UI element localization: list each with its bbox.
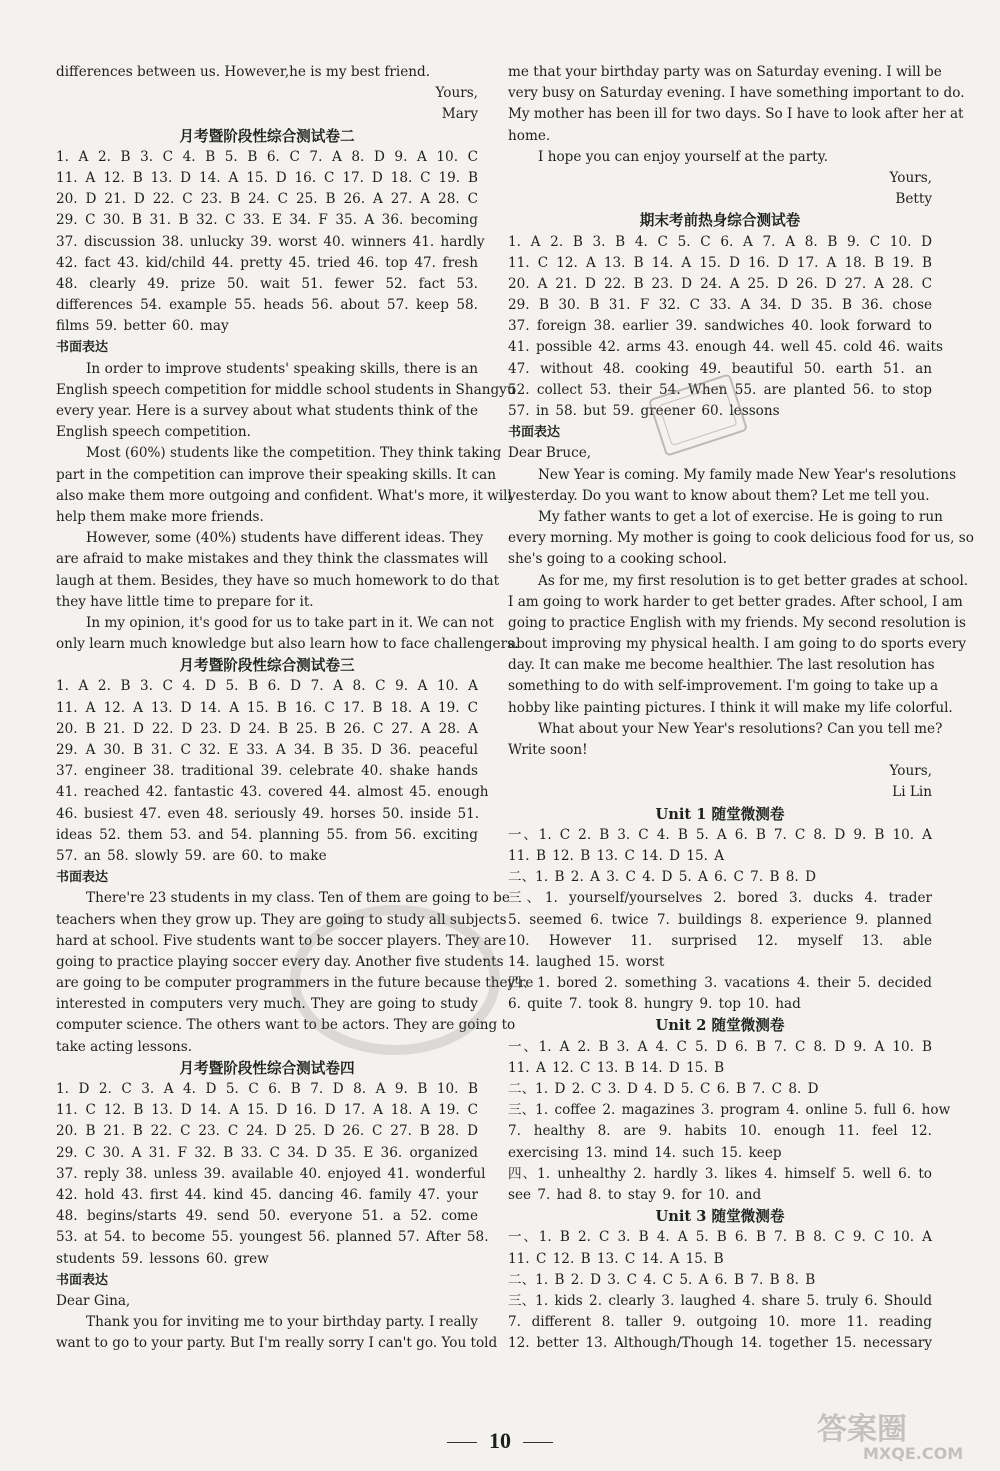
section-title: Unit 3 随堂微测卷	[655, 1208, 785, 1226]
text-line: 三、1. yourself/yourselves 2. bored 3. ducks 4. trader	[508, 890, 932, 907]
text-line: Dear Bruce,	[508, 445, 592, 462]
text-line: Thank you for inviting me to your birthday party. I really	[86, 1314, 478, 1331]
text-line: hobby like painting pictures. I think it will make my life colorful.	[508, 699, 953, 716]
text-line: 47. without 48. cooking 49. beautiful 50. earth 51. an	[508, 360, 932, 377]
section-label: 书面表达	[56, 340, 109, 356]
text-line: 42. hold 43. first 44. kind 45. dancing 46. family 47. your	[56, 1186, 478, 1203]
text-line: There're 23 students in my class. Ten of them are going to be	[86, 890, 510, 907]
text-line: 48. clearly 49. prize 50. wait 51. fewer 52. fact 53.	[56, 275, 478, 292]
text-line: My mother has been ill for two days. So I have to look after her at	[508, 106, 964, 123]
text-line: My father wants to get a lot of exercise. He is going to run	[538, 508, 943, 525]
text-line: 29. A 30. B 31. C 32. E 33. A 34. B 35. D 36. peaceful	[56, 742, 478, 758]
text-line: In order to improve students' speaking skills, there is an	[86, 360, 478, 377]
text-line: 20. B 21. B 22. C 23. C 24. D 25. D 26. C 27. B 28. D	[56, 1123, 478, 1140]
text-line: every year. Here is a survey about what students think of the	[56, 403, 478, 419]
text-line: Yours,	[435, 85, 478, 102]
text-line: 5. seemed 6. twice 7. buildings 8. experience 9. planned	[508, 911, 932, 928]
logo-cn-text: 答案圈	[817, 1412, 907, 1447]
text-line: Most (60%) students like the competition. They think taking	[86, 445, 502, 462]
text-line: I am going to work harder to get better grades. After school, I am	[508, 593, 963, 610]
text-line: students 59. lessons 60. grew	[56, 1250, 269, 1267]
text-line: she's going to a cooking school.	[508, 551, 727, 568]
text-line: going to practice playing soccer every day. Another five students	[56, 953, 504, 970]
text-line: 37. reply 38. unless 39. available 40. enjoyed 41. wonderful	[56, 1165, 486, 1182]
logo-en-text: MXQE.COM	[863, 1444, 964, 1463]
text-line: 20. A 21. D 22. B 23. D 24. A 25. D 26. D 27. A 28. C	[508, 275, 932, 292]
text-line: 11. A 12. A 13. D 14. A 15. B 16. C 17. B 18. A 19. C	[56, 699, 478, 716]
text-line: see 7. had 8. to stay 9. for 10. and	[508, 1186, 762, 1203]
text-line: laugh at them. Besides, they have so much homework to do that	[56, 572, 500, 589]
text-line: differences 54. example 55. heads 56. about 57. keep 58.	[56, 297, 478, 314]
section-label: 书面表达	[56, 1272, 109, 1288]
text-line: 7. healthy 8. are 9. habits 10. enough 11. feel 12.	[508, 1123, 932, 1140]
text-line: are afraid to make mistakes and they think the classmates will	[56, 551, 489, 568]
text-line: take acting lessons.	[56, 1038, 193, 1055]
text-line: 二、1. B 2. A 3. C 4. D 5. A 6. C 7. B 8. D	[508, 869, 816, 886]
text-line: English speech competition.	[56, 424, 251, 441]
text-line: 一、1. A 2. B 3. A 4. C 5. D 6. B 7. C 8. D 9. A 10. B	[508, 1038, 932, 1055]
text-line: 20. D 21. D 22. C 23. B 24. C 25. B 26. A 27. A 28. C	[56, 191, 478, 208]
section-title: 月考暨阶段性综合测试卷四	[179, 1059, 355, 1077]
text-line: day. It can make me become healthier. The last resolution has	[508, 657, 935, 674]
text-line: 37. discussion 38. unlucky 39. worst 40. winners 41. hardly	[56, 233, 485, 250]
text-line: 7. different 8. taller 9. outgoing 10. more 11. reading	[508, 1314, 932, 1331]
text-line: 52. collect 53. their 54. When 55. are planted 56. to stop	[508, 381, 932, 398]
text-line: Li Lin	[892, 784, 932, 801]
text-line: want to go to your party. But I'm really sorry I can't go. You told	[56, 1335, 498, 1352]
text-line: I hope you can enjoy yourself at the party.	[538, 148, 828, 165]
site-logo-watermark	[811, 1405, 986, 1463]
text-line: 29. C 30. B 31. B 32. C 33. E 34. F 35. A 36. becoming	[56, 212, 478, 229]
text-line: 二、1. D 2. C 3. D 4. D 5. C 6. B 7. C 8. D	[508, 1081, 819, 1097]
text-line: 四、1. bored 2. something 3. vacations 4. their 5. decided	[508, 975, 932, 992]
text-line: Dear Gina,	[56, 1292, 131, 1309]
section-title: Unit 1 随堂微测卷	[655, 805, 785, 823]
text-line: What about your New Year's resolutions? Can you tell me?	[538, 720, 943, 737]
left-column	[56, 62, 534, 1354]
text-line: 41. reached 42. fantastic 43. covered 44. almost 45. enough	[56, 784, 489, 801]
text-line: computer science. The others want to be actors. They are going to	[56, 1017, 516, 1034]
faint-watermark-icon	[290, 900, 500, 1060]
text-line: 37. engineer 38. traditional 39. celebrate 40. shake hands	[56, 763, 478, 780]
text-line: also make them more outgoing and confident. What's more, it will	[56, 487, 512, 504]
text-line: However, some (40%) students have different ideas. They	[86, 530, 484, 547]
text-line: home.	[508, 127, 551, 144]
text-line: 1. D 2. C 3. A 4. D 5. C 6. B 7. D 8. A 9. B 10. B	[56, 1081, 478, 1097]
text-line: As for me, my first resolution is to get better grades at school.	[538, 572, 969, 589]
text-line: Betty	[895, 191, 932, 208]
text-line: Yours,	[889, 763, 932, 780]
text-line: 14. laughed 15. worst	[508, 953, 665, 970]
text-line: something to do with self-improvement. I'm going to take up a	[508, 678, 939, 695]
section-title: 月考暨阶段性综合测试卷二	[179, 127, 355, 145]
text-line: Mary	[441, 106, 478, 123]
text-line: hard at school. Five students want to be soccer players. They are	[56, 932, 507, 949]
text-line: 1. A 2. B 3. C 4. B 5. B 6. C 7. A 8. D 9. A 10. C	[56, 148, 478, 165]
text-line: 一、1. B 2. C 3. B 4. A 5. B 6. B 7. B 8. C 9. C 10. A	[508, 1229, 932, 1246]
text-line: every morning. My mother is going to cook delicious food for us, so	[508, 530, 974, 547]
text-line: 57. in 58. but 59. greener 60. lessons	[508, 403, 780, 419]
text-line: 11. A 12. C 13. B 14. D 15. B	[508, 1059, 725, 1076]
text-line: exercising 13. mind 14. such 15. keep	[508, 1144, 782, 1161]
text-line: 10. However 11. surprised 12. myself 13. able	[508, 932, 932, 949]
text-line: films 59. better 60. may	[56, 318, 229, 335]
text-line: Write soon!	[508, 742, 588, 758]
section-label: 书面表达	[56, 870, 109, 886]
text-line: 11. A 12. B 13. D 14. A 15. D 16. C 17. D 18. C 19. B	[56, 169, 478, 186]
text-line: 48. begins/starts 49. send 50. everyone 51. a 52. come	[56, 1208, 478, 1225]
text-line: going to practice English with my friends. My second resolution is	[508, 614, 966, 631]
text-line: New Year is coming. My family made New Year's resolutions	[538, 466, 957, 483]
text-line: 37. foreign 38. earlier 39. sandwiches 40. look forward to	[508, 318, 932, 335]
text-line: about improving my physical health. I am going to do sports every	[508, 636, 967, 653]
text-line: very busy on Saturday evening. I have something important to do.	[508, 85, 965, 102]
text-line: me that your birthday party was on Saturday evening. I will be	[508, 64, 942, 80]
text-line: 42. fact 43. kid/child 44. pretty 45. tried 46. top 47. fresh	[56, 254, 478, 271]
text-line: teachers when they grow up. They are going to study all subjects	[56, 911, 507, 928]
stamp-watermark-icon	[648, 378, 748, 453]
text-line: 29. C 30. A 31. F 32. B 33. C 34. D 35. E 36. organized	[56, 1144, 478, 1161]
page-number-dash-left	[447, 1442, 477, 1443]
text-line: are going to be computer programmers in the future because they're	[56, 975, 534, 992]
text-line: differences between us. However,he is my best friend.	[56, 64, 431, 80]
text-line: 二、1. B 2. D 3. C 4. C 5. A 6. B 7. B 8. B	[508, 1271, 816, 1288]
text-line: 1. A 2. B 3. B 4. C 5. C 6. A 7. A 8. B 9. C 10. D	[508, 233, 932, 250]
text-line: 6. quite 7. took 8. hungry 9. top 10. had	[508, 996, 801, 1013]
text-line: yesterday. Do you want to know about them? Let me tell you.	[508, 487, 930, 504]
text-line: 11. C 12. A 13. B 14. A 15. D 16. D 17. A 18. B 19. B	[508, 254, 932, 271]
text-line: 41. possible 42. arms 43. enough 44. well 45. cold 46. waits	[508, 339, 943, 356]
text-line: 三、1. kids 2. clearly 3. laughed 4. share 5. truly 6. Should	[508, 1292, 933, 1309]
text-line: ideas 52. them 53. and 54. planning 55. from 56. exciting	[56, 826, 478, 843]
text-line: 11. C 12. B 13. C 14. A 15. B	[508, 1250, 724, 1267]
text-line: Yours,	[889, 169, 932, 186]
page-number-dash-right	[523, 1442, 553, 1443]
text-line: 四、1. unhealthy 2. hardly 3. likes 4. himself 5. well 6. to	[508, 1165, 932, 1182]
text-line: interested in computers very much. They are going to study	[56, 996, 478, 1013]
section-title: 月考暨阶段性综合测试卷三	[179, 657, 355, 675]
text-line: they have little time to prepare for it.	[56, 593, 314, 610]
right-column	[508, 62, 974, 1354]
text-line: 11. B 12. B 13. C 14. D 15. A	[508, 847, 725, 864]
text-line: 11. C 12. B 13. D 14. A 15. D 16. D 17. A 18. A 19. C	[56, 1102, 478, 1119]
text-line: 20. B 21. D 22. D 23. D 24. B 25. B 26. C 27. A 28. A	[56, 720, 478, 737]
text-line: part in the competition can improve their speaking skills. It can	[56, 466, 496, 483]
section-title: Unit 2 随堂微测卷	[655, 1017, 785, 1035]
text-line: 三、1. coffee 2. magazines 3. program 4. online 5. full 6. how	[508, 1102, 951, 1119]
text-line: help them make more friends.	[56, 508, 264, 525]
text-line: 53. at 54. to become 55. youngest 56. planned 57. After 58.	[56, 1229, 489, 1246]
text-line: 12. better 13. Although/Though 14. together 15. necessary	[508, 1335, 932, 1352]
text-line: 一、1. C 2. B 3. C 4. B 5. A 6. B 7. C 8. D 9. B 10. A	[508, 826, 932, 843]
text-line: 29. B 30. B 31. F 32. C 33. A 34. D 35. B 36. chose	[508, 297, 932, 314]
section-title: 期末考前热身综合测试卷	[639, 212, 801, 230]
text-line: English speech competition for middle school students in Shangyu	[56, 381, 516, 398]
page-number-text: 10	[489, 1428, 511, 1453]
text-line: only learn much knowledge but also learn how to face challengers.	[56, 636, 519, 653]
section-label: 书面表达	[508, 425, 561, 441]
text-line: In my opinion, it's good for us to take part in it. We can not	[86, 614, 494, 631]
text-line: 57. an 58. slowly 59. are 60. to make	[56, 847, 327, 864]
text-line: 1. A 2. B 3. C 4. D 5. B 6. D 7. A 8. C 9. A 10. A	[56, 678, 478, 695]
text-line: 46. busiest 47. even 48. seriously 49. horses 50. inside 51.	[56, 805, 480, 822]
